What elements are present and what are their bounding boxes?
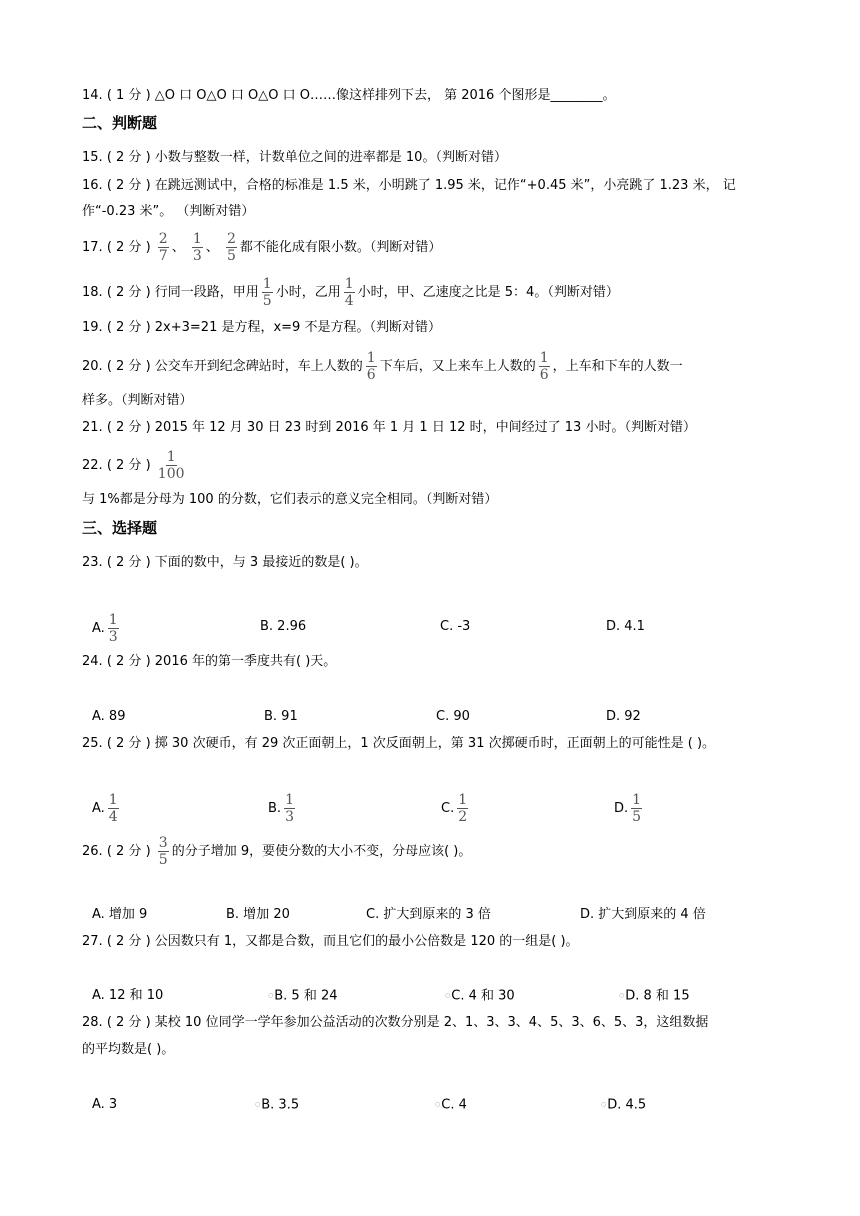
section-heading-judgement: 二、判断题 [82, 114, 158, 132]
question-text: 下面的数中，与 3 最接近的数是( )。 [154, 555, 368, 570]
question-28 [82, 1013, 708, 1033]
option-d[interactable]: D. 4.1 [606, 619, 645, 634]
question-21 [82, 418, 696, 438]
question-number: 24. [82, 654, 103, 669]
question-number: 23. [82, 555, 103, 570]
question-score: ( 2 分 ) [106, 150, 151, 165]
question-17 [82, 232, 441, 264]
question-number: 16. [82, 178, 103, 193]
question-22 [82, 450, 188, 482]
question-26 [82, 836, 471, 868]
option-a[interactable]: A. 增加 9 [92, 907, 148, 922]
option-b[interactable]: B. 增加 20 [226, 907, 290, 922]
fraction: $\frac{1}{4}$ [108, 792, 118, 825]
question-28-continued: 的平均数是( )。 [82, 1042, 175, 1057]
question-18 [82, 277, 619, 309]
fraction: $\frac{3}{5}$ [158, 835, 168, 868]
question-score: ( 2 分 ) [106, 320, 151, 335]
fraction: $\frac{1}{6}$ [366, 350, 376, 383]
fraction: $\frac{1}{3}$ [108, 612, 118, 645]
question-number: 27. [82, 934, 103, 949]
question-score: ( 2 分 ) [106, 1015, 151, 1030]
question-number: 20. [82, 359, 103, 374]
question-20-continued: 样多。（判断对错） [82, 393, 193, 408]
option-d[interactable]: D. 92 [606, 709, 641, 724]
question-text: 小时，乙用 [275, 285, 341, 300]
question-text: 小时，甲、乙速度之比是 5：4。（判断对错） [357, 285, 619, 300]
option-b[interactable]: B. 91 [264, 709, 298, 724]
question-text: 下车后，又上来车上人数的 [379, 359, 536, 374]
option-d[interactable]: D. 扩大到原来的 4 倍 [580, 907, 706, 922]
question-14 [82, 86, 615, 106]
question-score: ( 2 分 ) [106, 654, 151, 669]
question-score: ( 1 分 ) [106, 88, 151, 103]
fraction: $\frac{1}{6}$ [539, 350, 549, 383]
question-text: 某校 10 位同学一学年参加公益活动的次数分别是 2、1、3、3、4、5、3、6、5、3，这组数据 [154, 1015, 709, 1030]
option-c[interactable]: C. 扩大到原来的 3 倍 [366, 907, 491, 922]
question-text: 的分子增加 9，要使分数的大小不变，分母应该( )。 [171, 844, 472, 859]
option-c[interactable]: C. -3 [440, 619, 471, 634]
option-b[interactable]: ○B. 3.5 [255, 1097, 300, 1113]
question-score: ( 2 分 ) [106, 359, 151, 374]
option-b[interactable]: ○B. 5 和 24 [268, 988, 338, 1004]
question-22-continued: 与 1%都是分母为 100 的分数，它们表示的意义完全相同。（判断对错） [82, 492, 498, 507]
option-a[interactable]: A. $\frac{1}{4}$ [92, 792, 118, 825]
question-number: 19. [82, 320, 103, 335]
question-number: 25. [82, 736, 103, 751]
option-c[interactable]: C. $\frac{1}{2}$ [441, 792, 468, 825]
question-text: 行同一段路，甲用 [154, 285, 259, 300]
question-number: 28. [82, 1015, 103, 1030]
fraction: $\frac{1}{5}$ [632, 792, 642, 825]
question-text: 2015 年 12 月 30 日 23 时到 2016 年 1 月 1 日 12 时，中间经过了 13 小时。（判断对错） [154, 420, 696, 435]
fraction: $\frac{1}{3}$ [192, 231, 202, 264]
question-score: ( 2 分 ) [106, 736, 151, 751]
question-score: ( 2 分 ) [106, 844, 151, 859]
fraction: $\frac{1}{5}$ [262, 276, 272, 309]
option-d[interactable]: ○D. 4.5 [601, 1097, 647, 1113]
option-c[interactable]: C. 90 [436, 709, 470, 724]
option-d[interactable]: D. $\frac{1}{5}$ [614, 792, 642, 825]
option-a[interactable]: A. 89 [92, 709, 126, 724]
question-score: ( 2 分 ) [106, 458, 151, 473]
question-number: 14. [82, 88, 103, 103]
fraction: $\frac{1}{3}$ [285, 792, 294, 825]
question-16-continued: 作“-0.23 米”。 （判断对错） [82, 204, 255, 219]
fraction: $\frac{1}{2}$ [458, 792, 468, 825]
question-27 [82, 932, 579, 952]
fraction: $\frac{1}{100}$ [157, 449, 185, 482]
option-a[interactable]: A. 3 [92, 1097, 118, 1112]
question-24 [82, 652, 336, 672]
question-score: ( 2 分 ) [106, 555, 151, 570]
question-15 [82, 148, 507, 168]
question-20 [82, 351, 683, 383]
fraction: $\frac{2}{5}$ [226, 231, 236, 264]
question-text: 小数与整数一样，计数单位之间的进率都是 10。（判断对错） [154, 150, 507, 165]
question-score: ( 2 分 ) [106, 420, 151, 435]
fraction: $\frac{2}{7}$ [158, 231, 168, 264]
question-number: 26. [82, 844, 103, 859]
question-19 [82, 318, 441, 338]
question-text: 2016 年的第一季度共有( )天。 [154, 654, 337, 669]
option-a[interactable]: A. 12 和 10 [92, 988, 164, 1003]
option-b[interactable]: B. $\frac{1}{3}$ [268, 792, 294, 825]
option-c[interactable]: ○C. 4 [435, 1097, 467, 1113]
question-score: ( 2 分 ) [106, 178, 151, 193]
question-text: 都不能化成有限小数。（判断对错） [239, 240, 442, 255]
option-b[interactable]: B. 2.96 [260, 619, 307, 634]
question-text: △O 口 O△O 口 O△O 口 O……像这样排列下去， 第 2016 个图形是________。 [154, 88, 616, 103]
option-c[interactable]: ○C. 4 和 30 [445, 988, 515, 1004]
option-a[interactable]: A. $\frac{1}{3}$ [92, 612, 118, 645]
question-text: 掷 30 次硬币，有 29 次正面朝上，1 次反面朝上，第 31 次掷硬币时，正面朝上的可能性是 ( )。 [154, 736, 716, 751]
separator: 、 [171, 240, 185, 255]
question-23 [82, 553, 368, 573]
question-number: 22. [82, 458, 103, 473]
question-text: 在跳远测试中，合格的标准是 1.5 米，小明跳了 1.95 米，记作“+0.45 米”，小亮跳了 1.23 米， 记 [154, 178, 736, 193]
section-heading-choice: 三、选择题 [82, 519, 158, 537]
question-number: 15. [82, 150, 103, 165]
question-score: ( 2 分 ) [106, 285, 151, 300]
option-d[interactable]: ○D. 8 和 15 [619, 988, 690, 1004]
question-text: 公交车开到纪念碑站时，车上人数的 [154, 359, 363, 374]
question-16 [82, 176, 736, 196]
question-score: ( 2 分 ) [106, 240, 151, 255]
question-text: ，上车和下车的人数一 [552, 359, 683, 374]
question-text: 公因数只有 1，又都是合数，而且它们的最小公倍数是 120 的一组是( )。 [154, 934, 579, 949]
question-number: 21. [82, 420, 103, 435]
question-number: 18. [82, 285, 103, 300]
question-number: 17. [82, 240, 103, 255]
question-score: ( 2 分 ) [106, 934, 151, 949]
question-text: 2x+3=21 是方程，x=9 不是方程。（判断对错） [154, 320, 441, 335]
question-25 [82, 734, 715, 754]
separator: 、 [205, 240, 219, 255]
fraction: $\frac{1}{4}$ [344, 276, 354, 309]
